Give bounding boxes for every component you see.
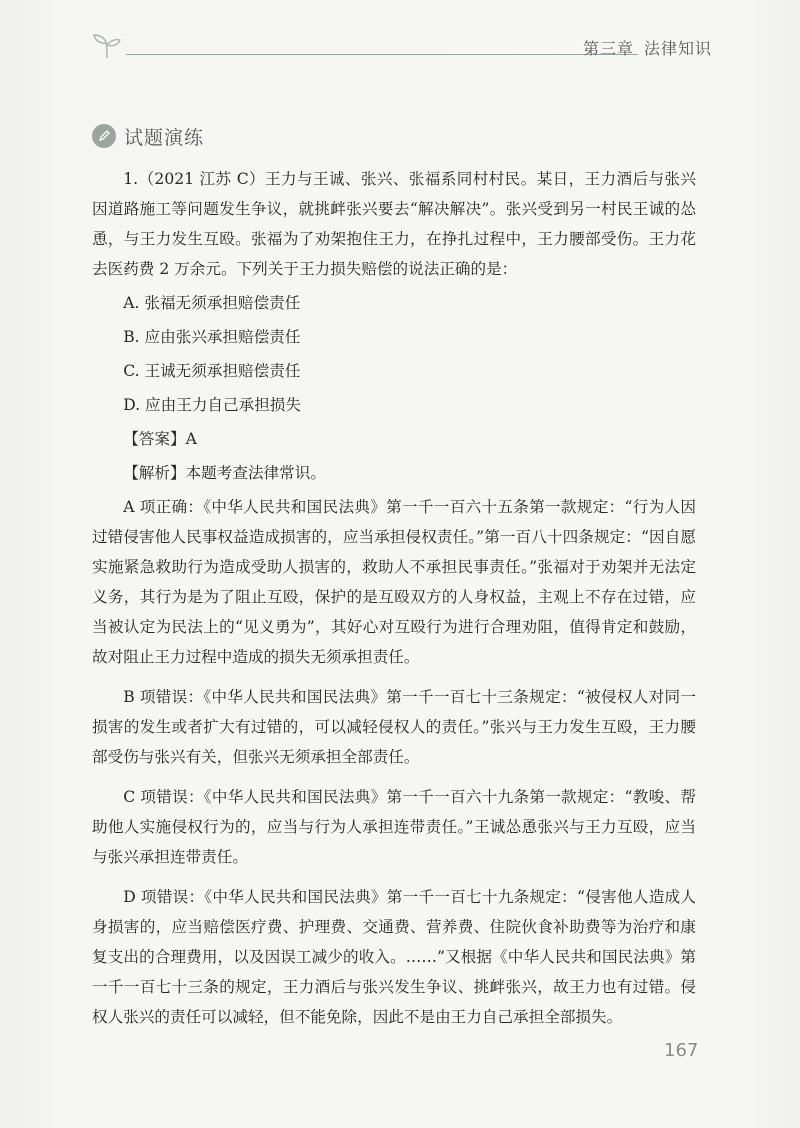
analysis-paragraph-a: A 项正确：《中华人民共和国民法典》第一千一百六十五条第一款规定：“行为人因过错侵害他人民事权益造成损害的，应当承担侵权责任。”第一百八十四条规定：“因自愿实施紧急救助行为造成受助人损害的，救助人不承担民事责任。”张福对于劝架并无法定义务，其行为是为了阻止互殴，保护的是互殴双方的人身权益，主观上不存在过错，应当被认定为民法上的“见义勇为”，其好心对互殴行为进行合理劝阻，值得肯定和鼓励，故对阻止王力过程中造成的损失无须承担责任。: [92, 498, 696, 666]
chapter-title: 法律知识: [643, 39, 712, 58]
pen-badge-icon: [92, 124, 116, 148]
analysis-paragraph-d: D 项错误：《中华人民共和国民法典》第一千一百七十九条规定：“侵害他人造成人身损害的，应当赔偿医疗费、护理费、交通费、营养费、住院伙食补助费等为治疗和康复支出的合理费用，以及因误工减少的收入。……”又根据《中华人民共和国民法典》第一千一百七十三条的规定，王力酒后与张兴发生争议、挑衅张兴，故王力也有过错。侵权人张兴的责任可以减轻，但不能免除，因此不是由王力自己承担全部损失。: [92, 888, 696, 1026]
leaf-sprout-icon: [92, 32, 122, 60]
page-number: 167: [664, 1040, 699, 1061]
option-d: D. 应由王力自己承担损失: [123, 396, 301, 414]
analysis-intro: 【解析】本题考查法律常识。: [123, 464, 326, 482]
section-title: 试题演练: [124, 126, 205, 149]
answer: 【答案】A: [123, 430, 197, 448]
chapter-label: [583, 36, 712, 59]
analysis-paragraph-c: C 项错误：《中华人民共和国民法典》第一千一百六十九条第一款规定：“教唆、帮助他人实施侵权行为的，应当与行为人承担连带责任。”王诚怂恿张兴与王力互殴，应当与张兴承担连带责任。: [92, 788, 696, 866]
section-heading: [92, 121, 204, 151]
question-content: [92, 164, 696, 1032]
option-b: B. 应由张兴承担赔偿责任: [123, 328, 301, 346]
question-stem: 1.（2021 江苏 C）王力与王诚、张兴、张福系同村村民。某日，王力酒后与张兴因道路施工等问题发生争议，就挑衅张兴要去“解决解决”。张兴受到另一村民王诚的怂恿，与王力发生互殴。张福为了劝架抱住王力，在挣扎过程中，王力腰部受伤。王力花去医药费 2 万余元。下列关于王力损失赔偿的说法正确的是：: [92, 170, 696, 278]
page-header: [92, 30, 712, 66]
analysis-paragraph-b: B 项错误：《中华人民共和国民法典》第一千一百七十三条规定：“被侵权人对同一损害的发生或者扩大有过错的，可以减轻侵权人的责任。”张兴与王力发生互殴，王力腰部受伤与张兴有关，但张兴无须承担全部责任。: [92, 688, 696, 766]
option-c: C. 王诚无须承担赔偿责任: [123, 362, 301, 380]
chapter-number: 第三章: [582, 39, 634, 58]
header-rule: [126, 54, 638, 55]
option-a: A. 张福无须承担赔偿责任: [123, 294, 301, 312]
